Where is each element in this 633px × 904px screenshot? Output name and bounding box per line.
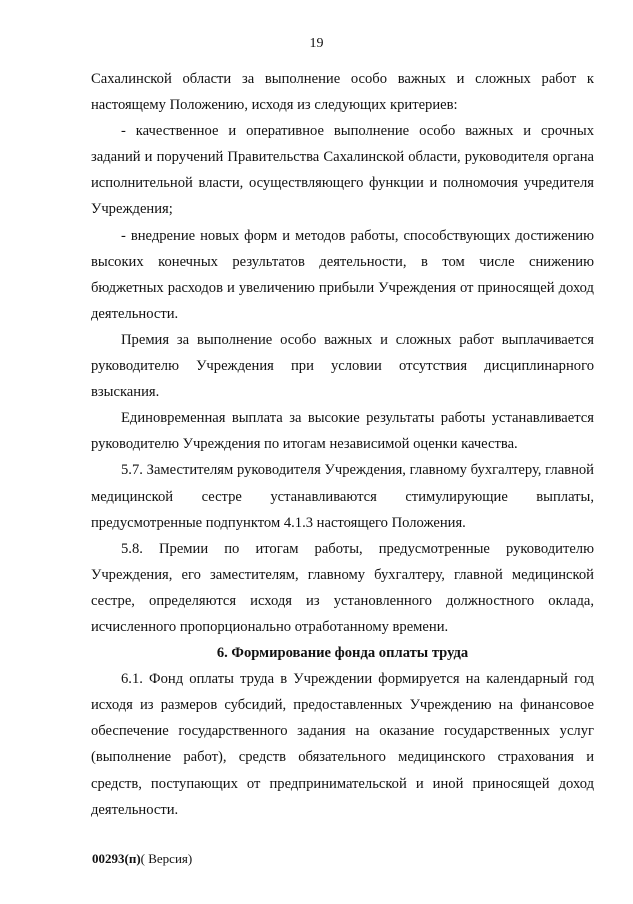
paragraph-continuation: Сахалинской области за выполнение особо важных и сложных работ к настоящему Положению, исходя из следующих критериев: [91,71,594,114]
paragraph-one-time-payment: Единовременная выплата за высокие результаты работы устанавливается руководителю Учреждения по итогам независимой оценки качества. [91,410,594,453]
paragraph-criterion-2: - внедрение новых форм и методов работы, способствующих достижению высоких конечных результатов деятельности, в том числе снижению бюджетных расходов и увеличению прибыли Учреждения от приносящей доход деятельности. [91,227,594,322]
paragraph-bonus-condition: Премия за выполнение особо важных и сложных работ выплачивается руководителю Учреждения при условии отсутствия дисциплинарного взыскания. [91,331,594,401]
footer-code-number: 00293(п) [92,851,141,866]
paragraph-criterion-1: - качественное и оперативное выполнение особо важных и срочных заданий и поручений Правительства Сахалинской области, руководителя органа исполнительной власти, осуществляющего функции и полномочия учредителя Учреждения; [91,123,594,218]
page-number: 19 [309,36,324,51]
footer-document-code [92,851,192,867]
paragraph-5-7: 5.7. Заместителям руководителя Учреждения, главному бухгалтеру, главной медицинской сестре устанавливаются стимулирующие выплаты, предусмотренные подпунктом 4.1.3 настоящего Положения. [91,462,594,531]
paragraph-6-1: 6.1. Фонд оплаты труда в Учреждении формируется на календарный год исходя из размеров субсидий, предоставленных Учреждению на финансовое обеспечение государственного задания на оказание государственных услуг (выполнение работ), средств обязательного медицинского страхования и средств, поступающих от предпринимательской и иной приносящей доход деятельности. [91,671,594,818]
paragraph-5-8: 5.8. Премии по итогам работы, предусмотренные руководителю Учреждения, его заместителям, главному бухгалтеру, главной медицинской сестре, определяются исходя из установленного должностного оклада, исчисленного пропорционально отработанному времени. [91,540,594,635]
section-heading: 6. Формирование фонда оплаты труда [216,645,469,662]
document-body [91,66,594,823]
footer-code-label: ( Версия) [140,851,193,866]
